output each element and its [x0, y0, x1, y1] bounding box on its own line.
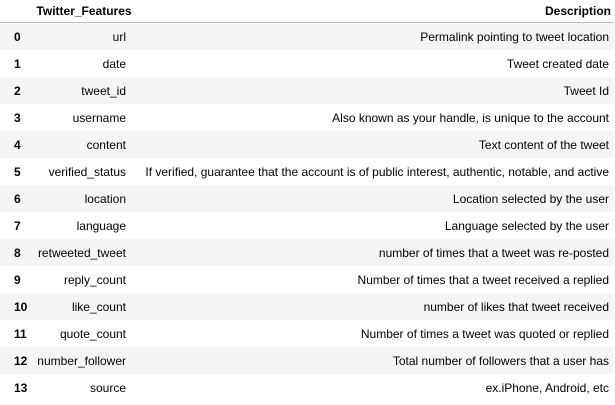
cell-description: Also known as your handle, is unique to the account — [332, 110, 609, 125]
table-row — [0, 347, 614, 374]
table-body — [0, 23, 614, 402]
cell-description: Number of times that a tweet received a replied — [357, 272, 609, 287]
cell-description: Tweet created date — [506, 56, 609, 71]
cell-description: Total number of followers that a user has — [392, 353, 609, 368]
cell-description: number of times that a tweet was re-posted — [378, 245, 609, 260]
table-row — [0, 131, 614, 158]
table-header — [0, 0, 614, 23]
table-row — [0, 185, 614, 212]
cell-description: Location selected by the user — [452, 191, 609, 206]
cell-feature: reply_count — [63, 272, 126, 287]
row-index: 0 — [14, 29, 21, 44]
row-index: 11 — [14, 326, 27, 341]
cell-feature: verified_status — [48, 164, 126, 179]
cell-description: Language selected by the user — [444, 218, 609, 233]
row-index: 8 — [14, 245, 21, 260]
row-index: 3 — [14, 110, 21, 125]
row-index: 9 — [14, 272, 21, 287]
cell-description: Text content of the tweet — [478, 137, 609, 152]
row-index: 12 — [14, 353, 28, 368]
cell-feature: location — [84, 191, 126, 206]
cell-description: If verified, guarantee that the account is of public interest, authentic, notable, and active — [145, 164, 609, 179]
table-row — [0, 23, 614, 51]
table-row — [0, 293, 614, 320]
cell-description: Permalink pointing to tweet location — [420, 29, 609, 44]
cell-description: Number of times a tweet was quoted or replied — [360, 326, 609, 341]
table-row — [0, 77, 614, 104]
column-header-twitter-features: Twitter_Features — [32, 0, 136, 23]
row-index: 2 — [14, 83, 21, 98]
table-row — [0, 266, 614, 293]
cell-description: ex.iPhone, Android, etc — [485, 380, 609, 395]
table-row — [0, 320, 614, 347]
table-row — [0, 212, 614, 239]
table-row — [0, 239, 614, 266]
table-row — [0, 374, 614, 401]
cell-feature: language — [76, 218, 126, 233]
cell-feature: source — [89, 380, 126, 395]
cell-feature: retweeted_tweet — [37, 245, 126, 260]
row-index: 4 — [14, 137, 21, 152]
table-row — [0, 104, 614, 131]
cell-feature: username — [72, 110, 126, 125]
cell-feature: like_count — [71, 299, 126, 314]
cell-feature: tweet_id — [81, 83, 126, 98]
row-index: 7 — [14, 218, 21, 233]
cell-feature: date — [102, 56, 126, 71]
table-row — [0, 158, 614, 185]
cell-feature: quote_count — [59, 326, 126, 341]
cell-feature: content — [86, 137, 126, 152]
index-header — [0, 0, 32, 23]
row-index: 6 — [14, 191, 21, 206]
column-header-description: Description — [136, 0, 614, 23]
row-index: 1 — [14, 56, 21, 71]
row-index: 5 — [14, 164, 21, 179]
table-row — [0, 50, 614, 77]
row-index: 13 — [14, 380, 28, 395]
row-index: 10 — [14, 299, 28, 314]
header-row — [0, 0, 614, 23]
cell-description: number of likes that tweet received — [423, 299, 609, 314]
cell-feature: url — [112, 29, 126, 44]
cell-feature: number_follower — [37, 353, 126, 368]
cell-description: Tweet Id — [563, 83, 609, 98]
